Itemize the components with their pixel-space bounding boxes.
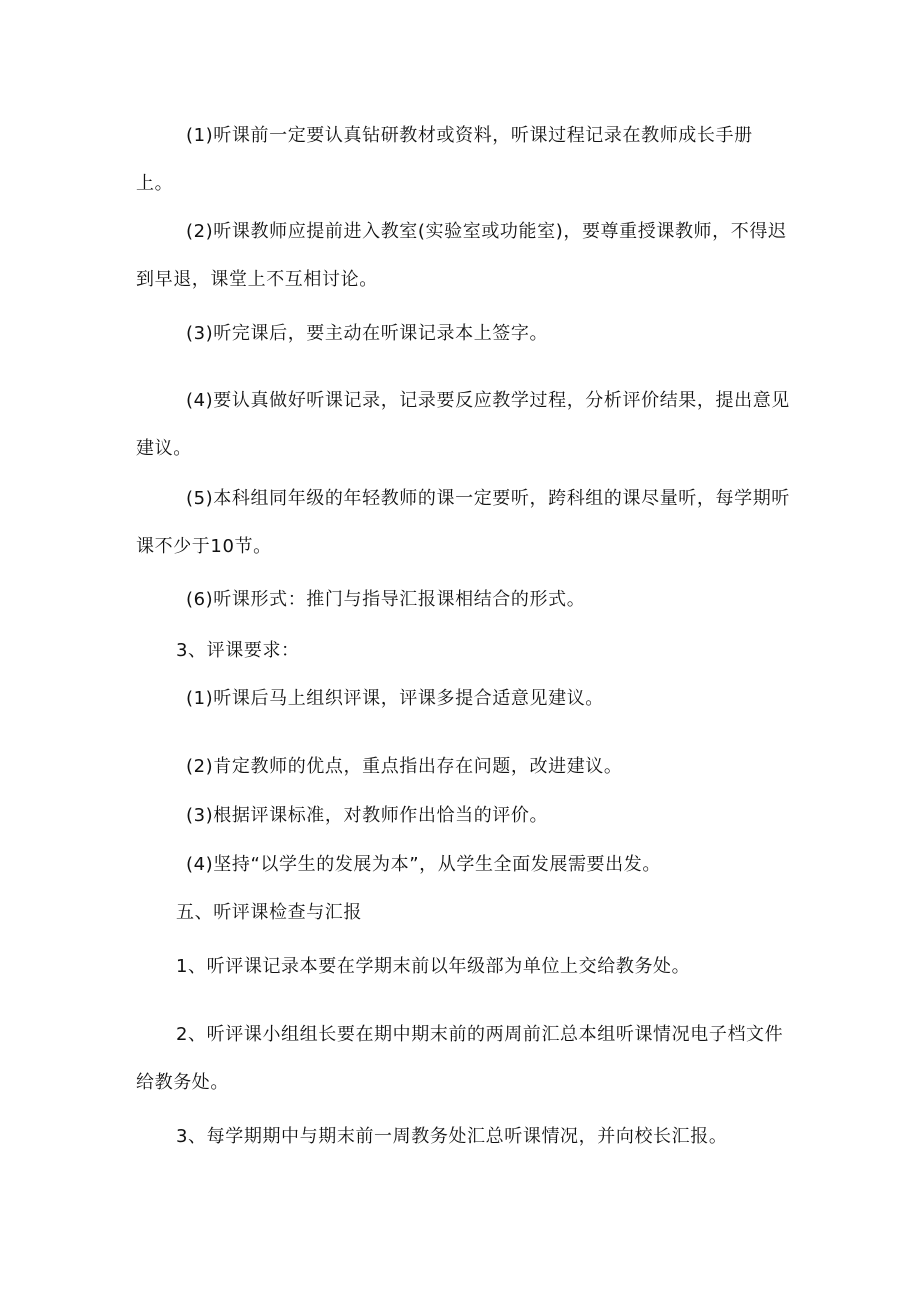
item-3-1: (1)听课后马上组织评课，评课多提合适意见建议。	[186, 688, 604, 709]
item-3-2: (2)肯定教师的优点，重点指出存在问题，改进建议。	[186, 756, 623, 777]
item-3-4: (4)坚持“以学生的发展为本”，从学生全面发展需要出发。	[186, 854, 661, 875]
item-5-1: 1、听评课记录本要在学期末前以年级部为单位上交给教务处。	[176, 956, 691, 977]
item-1-1-line-2: 上。	[136, 173, 174, 194]
item-1-5-line-2: 课不少于10节。	[136, 536, 272, 557]
item-1-2-line-1: (2)听课教师应提前进入教室(实验室或功能室)，要尊重授课教师，不得迟	[186, 221, 787, 242]
item-3-3: (3)根据评课标准，对教师作出恰当的评价。	[186, 805, 549, 826]
item-5-2-line-2: 给教务处。	[136, 1072, 229, 1093]
section-3-heading: 3、评课要求：	[176, 640, 300, 661]
item-1-6: (6)听课形式：推门与指导汇报课相结合的形式。	[186, 589, 586, 610]
section-5-heading: 五、听评课检查与汇报	[176, 902, 362, 923]
item-5-3: 3、每学期期中与期末前一周教务处汇总听课情况，并向校长汇报。	[176, 1126, 728, 1147]
item-1-2-line-2: 到早退，课堂上不互相讨论。	[136, 269, 378, 290]
item-1-4-line-1: (4)要认真做好听课记录，记录要反应教学过程，分析评价结果，提出意见	[186, 390, 790, 411]
item-1-5-line-1: (5)本科组同年级的年轻教师的课一定要听，跨科组的课尽量听，每学期听	[186, 488, 790, 509]
item-1-4-line-2: 建议。	[136, 438, 192, 459]
item-1-3: (3)听完课后，要主动在听课记录本上签字。	[186, 323, 549, 344]
item-5-2-line-1: 2、听评课小组组长要在期中期末前的两周前汇总本组听课情况电子档文件	[176, 1024, 784, 1045]
item-1-1-line-1: (1)听课前一定要认真钻研教材或资料，听课过程记录在教师成长手册	[186, 125, 753, 146]
